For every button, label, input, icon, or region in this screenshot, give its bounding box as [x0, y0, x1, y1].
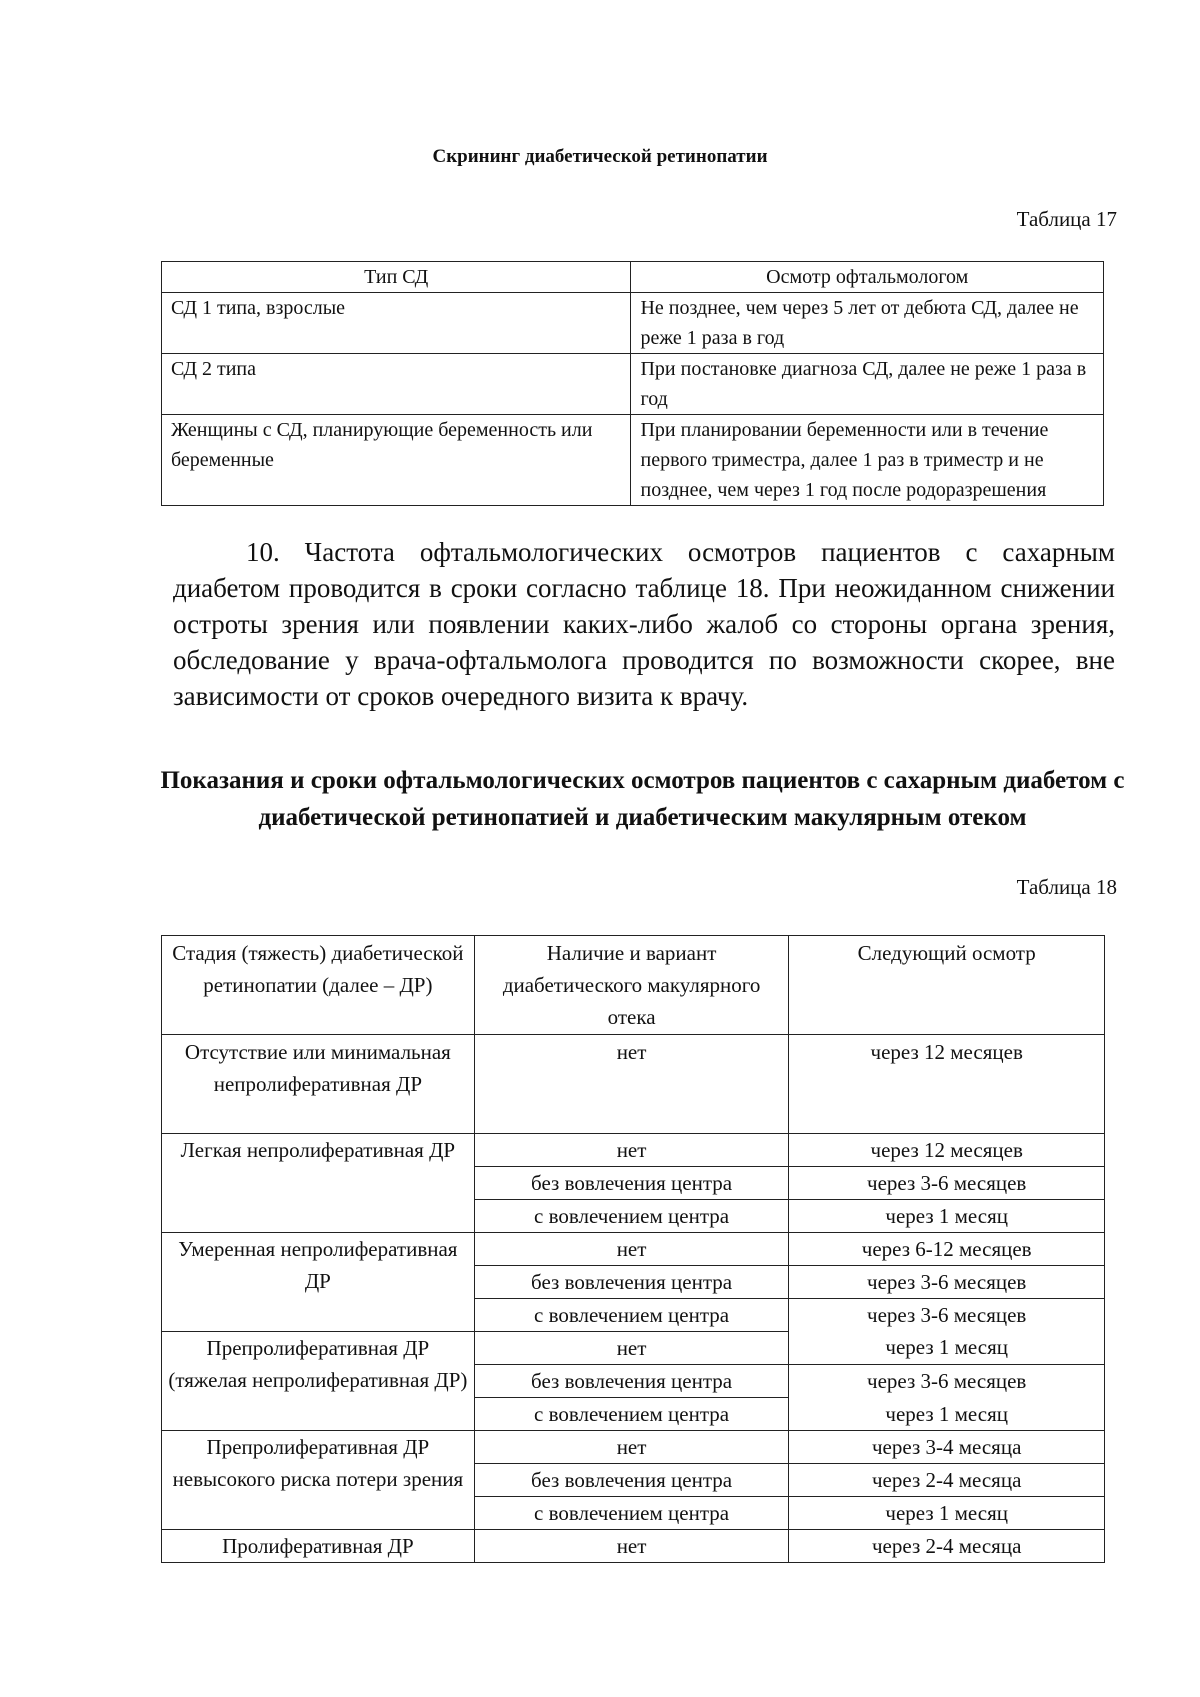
table-row	[162, 1530, 1105, 1563]
table-row	[162, 1035, 1105, 1134]
followup-cell: через 3-6 месяцев	[789, 1266, 1105, 1299]
table-row	[162, 1431, 1105, 1464]
table-cell: СД 1 типа, взрослые	[162, 293, 631, 354]
header-cell: Осмотр офтальмологом	[631, 262, 1104, 293]
table-row	[162, 354, 1104, 415]
edema-cell: с вовлечением центра	[474, 1200, 789, 1233]
edema-cell: без вовлечения центра	[474, 1464, 789, 1497]
followup-cell	[789, 1299, 1105, 1365]
header-cell: Тип СД	[162, 262, 631, 293]
edema-cell: без вовлечения центра	[474, 1167, 789, 1200]
table-cell: При постановке диагноза СД, далее не реже 1 раза в год	[631, 354, 1104, 415]
followup-cell: через 2-4 месяца	[789, 1530, 1105, 1563]
followup-line: через 1 месяц	[885, 1335, 1008, 1359]
followup-cell: через 1 месяц	[789, 1398, 1105, 1431]
edema-cell: без вовлечения центра	[474, 1266, 789, 1299]
header-cell: Наличие и вариант диабетического макулярного отека	[474, 936, 789, 1035]
edema-cell: нет	[474, 1233, 789, 1266]
stage-cell: Препролиферативная ДР (тяжелая непролиферативная ДР)	[162, 1332, 475, 1431]
followup-cell: через 1 месяц	[789, 1200, 1105, 1233]
table-cell: Не позднее, чем через 5 лет от дебюта СД, далее не реже 1 раза в год	[631, 293, 1104, 354]
stage-cell: Умеренная непролиферативная ДР	[162, 1233, 475, 1332]
screening-table	[161, 261, 1104, 506]
stage-cell: Пролиферативная ДР	[162, 1530, 475, 1563]
edema-cell: нет	[474, 1035, 789, 1134]
body-paragraph: 10. Частота офтальмологических осмотров пациентов с сахарным диабетом проводится в сроки согласно таблице 18. При неожиданном снижении остроты зрения или появлении каких-либо жалоб со стороны органа зрения, обследование у врача-офтальмолога проводится по возможности скорее, вне зависимости от сроков очередного визита к врачу.	[173, 537, 1115, 711]
followup-cell: через 6-12 месяцев	[789, 1233, 1105, 1266]
edema-cell: без вовлечения центра	[474, 1365, 789, 1398]
edema-cell: нет	[474, 1332, 789, 1365]
table-cell: Женщины с СД, планирующие беременность или беременные	[162, 415, 631, 506]
edema-cell: нет	[474, 1134, 789, 1167]
table-17-title: Скрининг диабетической ретинопатии	[432, 146, 768, 167]
table-row	[162, 1233, 1105, 1266]
followup-cell: через 12 месяцев	[789, 1134, 1105, 1167]
table-18-label: Таблица 18	[1016, 875, 1117, 899]
followup-table	[161, 935, 1105, 1563]
table-row	[162, 1134, 1105, 1167]
edema-cell: нет	[474, 1530, 789, 1563]
edema-cell: нет	[474, 1431, 789, 1464]
followup-cell: через 2-4 месяца	[789, 1464, 1105, 1497]
table-header-row	[162, 936, 1105, 1035]
table-row	[162, 415, 1104, 506]
table-row	[162, 293, 1104, 354]
followup-cell: через 3-4 месяца	[789, 1431, 1105, 1464]
stage-cell: Препролиферативная ДР невысокого риска потери зрения	[162, 1431, 475, 1530]
followup-cell: через 12 месяцев	[789, 1035, 1105, 1134]
stage-cell: Легкая непролиферативная ДР	[162, 1134, 475, 1233]
edema-cell: с вовлечением центра	[474, 1497, 789, 1530]
stage-cell: Отсутствие или минимальная непролиферативная ДР	[162, 1035, 475, 1134]
followup-cell: через 3-6 месяцев	[789, 1365, 1105, 1398]
followup-cell: через 1 месяц	[789, 1497, 1105, 1530]
table-cell: СД 2 типа	[162, 354, 631, 415]
followup-line: через 3-6 месяцев	[867, 1303, 1027, 1327]
edema-cell: с вовлечением центра	[474, 1398, 789, 1431]
header-cell: Следующий осмотр	[789, 936, 1105, 1035]
table-17-label: Таблица 17	[1016, 207, 1117, 231]
edema-cell: с вовлечением центра	[474, 1299, 789, 1332]
table-cell: При планировании беременности или в течение первого триместра, далее 1 раз в триместр и не позднее, чем через 1 год после родоразрешения	[631, 415, 1104, 506]
table-18-title: Показания и сроки офтальмологических осмотров пациентов с сахарным диабетом с диабетической ретинопатией и диабетическим макулярным отеком	[160, 767, 1125, 831]
table-header-row	[162, 262, 1104, 293]
followup-cell: через 3-6 месяцев	[789, 1167, 1105, 1200]
header-cell: Стадия (тяжесть) диабетической ретинопатии (далее – ДР)	[162, 936, 475, 1035]
